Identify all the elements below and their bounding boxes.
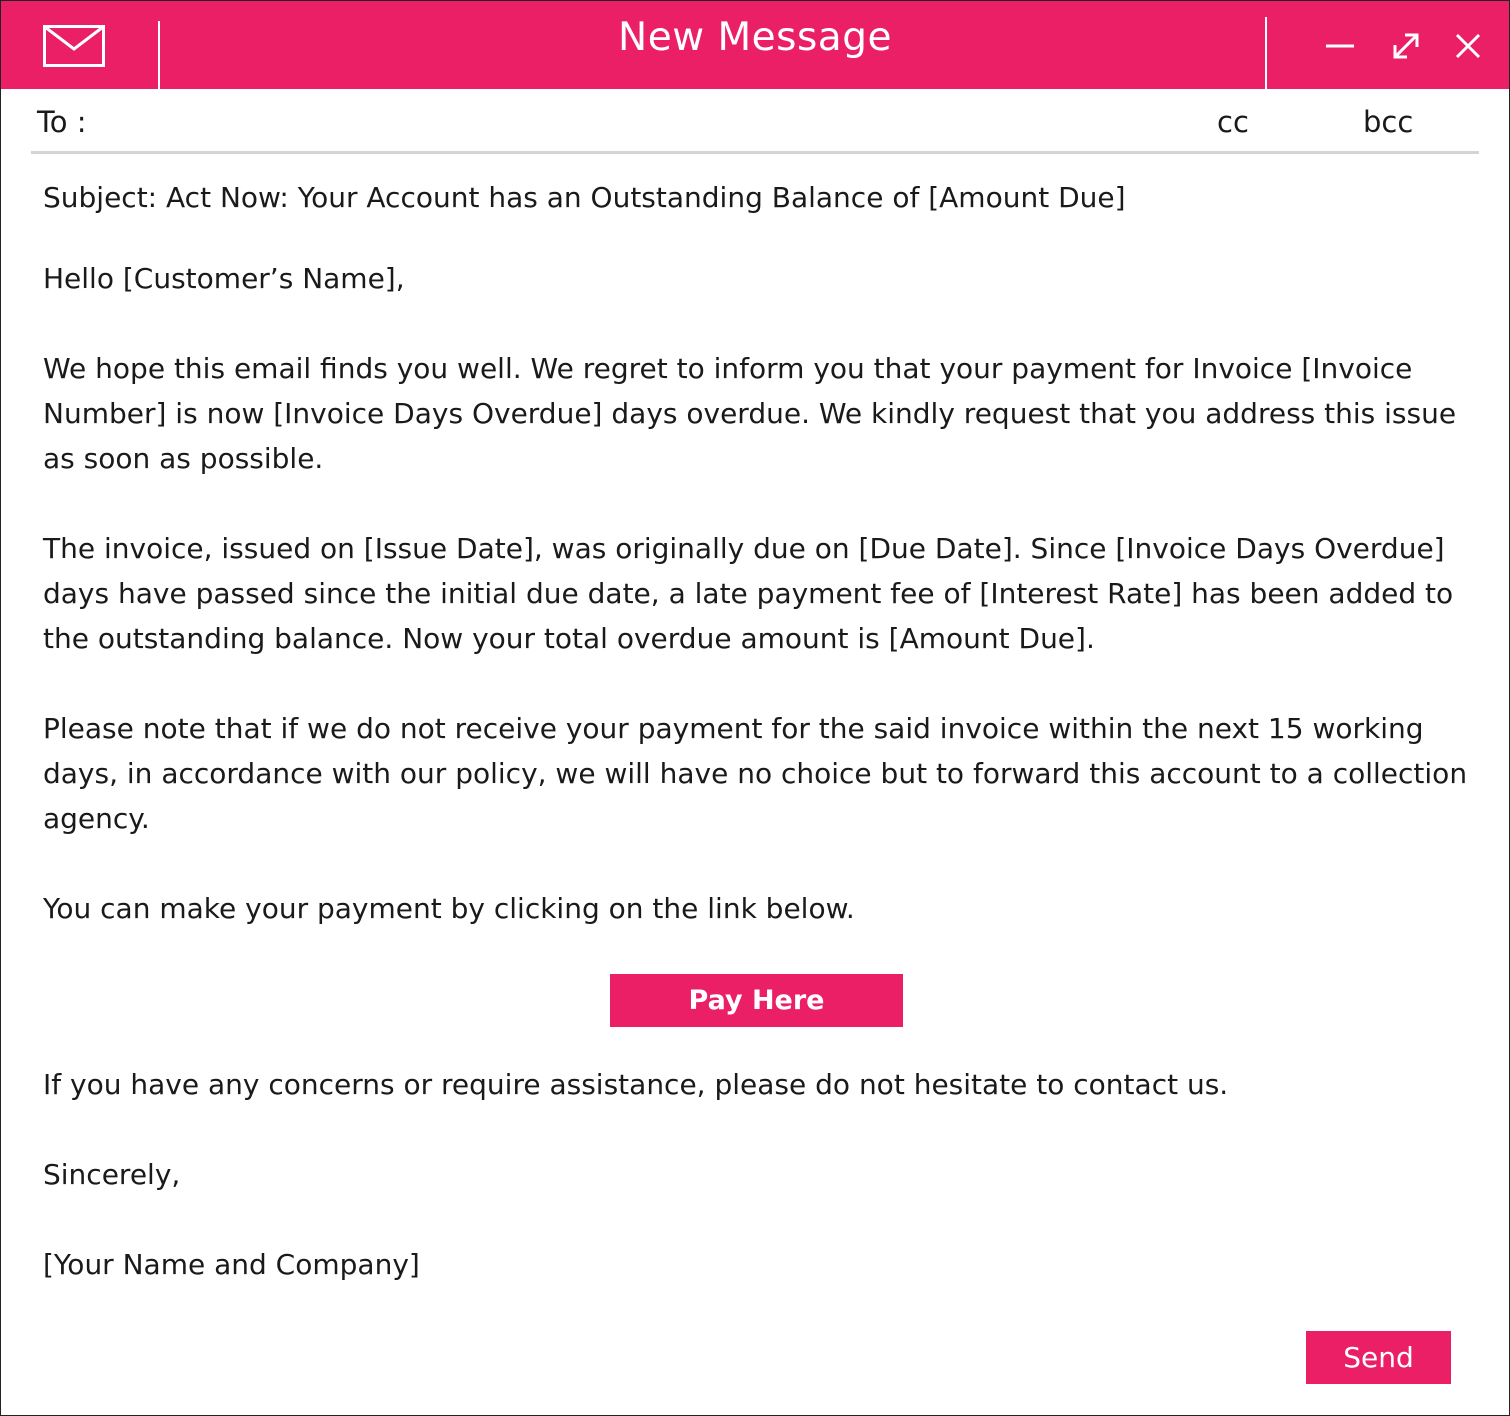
title-divider-right (1265, 17, 1267, 89)
message-closing[interactable] (43, 1062, 1473, 1332)
subject-line[interactable]: Subject: Act Now: Your Account has an Outstanding Balance of [Amount Due] (43, 181, 1126, 214)
bcc-button[interactable]: bcc (1363, 105, 1414, 139)
title-bar (1, 1, 1509, 89)
sign-off: Sincerely, (43, 1158, 181, 1191)
header-divider (31, 151, 1479, 154)
body-paragraph: Please note that if we do not receive your payment for the said invoice within the next 15 working days, in accordance with our policy, we will have no choice but to forward this account to a collection agency. (43, 712, 1468, 835)
greeting: Hello [Customer’s Name], (43, 262, 405, 295)
close-icon[interactable] (1451, 29, 1485, 63)
pay-here-button[interactable]: Pay Here (610, 974, 903, 1027)
window-title: New Message (618, 15, 892, 60)
maximize-icon[interactable] (1389, 29, 1423, 63)
to-label: To : (37, 105, 87, 139)
message-body[interactable] (43, 256, 1473, 931)
signature: [Your Name and Company] (43, 1248, 420, 1281)
minimize-icon[interactable] (1323, 29, 1357, 63)
closing-paragraph: If you have any concerns or require assistance, please do not hesitate to contact us. (43, 1068, 1229, 1101)
body-paragraph: You can make your payment by clicking on the link below. (43, 892, 855, 925)
cc-button[interactable]: cc (1217, 105, 1249, 139)
body-paragraph: We hope this email finds you well. We regret to inform you that your payment for Invoice [Invoice Number] is now [Invoice Days Overdue] days overdue. We kindly request that you address this issue as soon as possible. (43, 352, 1457, 475)
to-input[interactable] (101, 99, 1185, 145)
send-button[interactable]: Send (1306, 1331, 1451, 1384)
body-paragraph: The invoice, issued on [Issue Date], was originally due on [Due Date]. Since [Invoice Days Overdue] days have passed since the initial due date, a late payment fee of [Interest Rate] has been added to the outstanding balance. Now your total overdue amount is [Amount Due]. (43, 532, 1454, 655)
